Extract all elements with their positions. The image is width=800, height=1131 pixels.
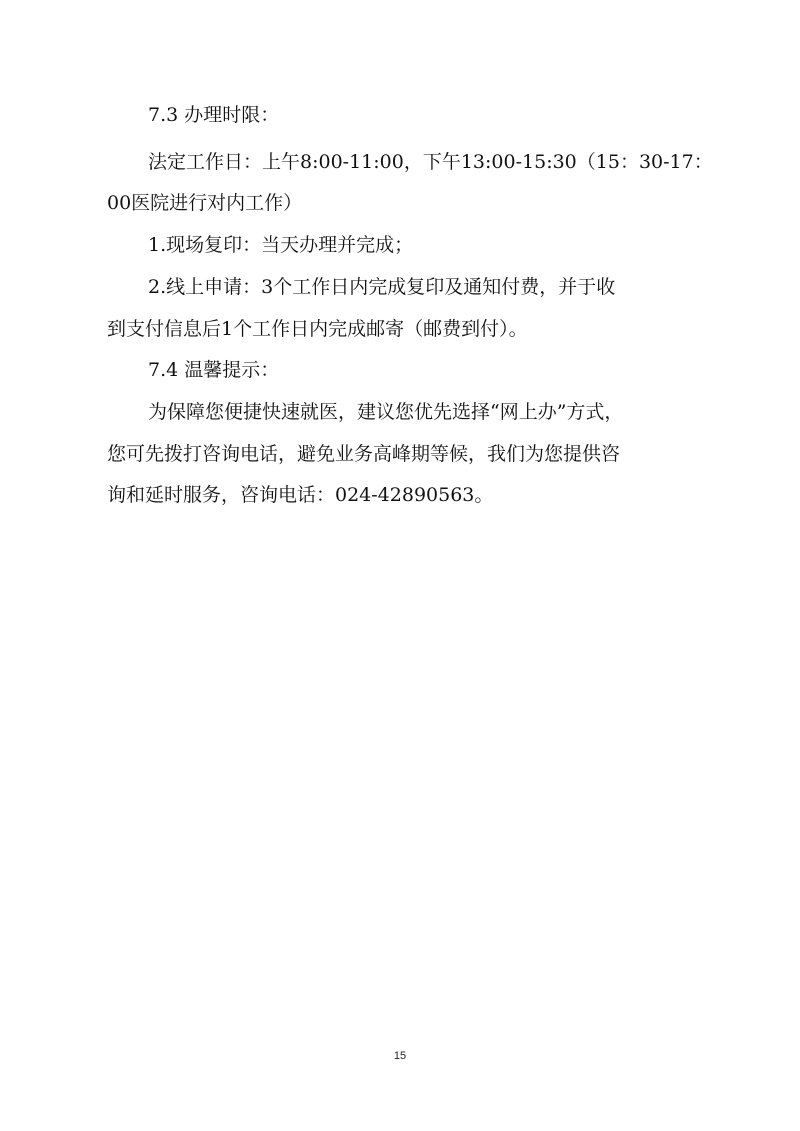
online-application-line: 2.线上申请：3个工作日内完成复印及通知付费，并于收: [148, 276, 616, 298]
section-heading-7-4: 7.4 温馨提示：: [148, 359, 280, 381]
tip-paragraph-line-1: 为保障您便捷快速就医，建议您优先选择“网上办”方式，: [148, 401, 624, 423]
working-hours-continuation: 00医院进行对内工作）: [107, 192, 303, 214]
page-number: 15: [393, 1050, 407, 1062]
tip-paragraph-line-3: 询和延时服务，咨询电话：024-42890563。: [107, 484, 494, 506]
onsite-copy-line: 1.现场复印：当天办理并完成；: [148, 234, 414, 256]
working-hours-line: 法定工作日：上午8:00-11:00，下午13:00-15:30（15：30-17：: [148, 151, 713, 173]
online-application-continuation: 到支付信息后1个工作日内完成邮寄（邮费到付）。: [107, 318, 528, 340]
tip-paragraph-line-2: 您可先拨打咨询电话，避免业务高峰期等候，我们为您提供咨: [107, 443, 621, 465]
section-heading-7-3: 7.3 办理时限：: [148, 104, 280, 126]
